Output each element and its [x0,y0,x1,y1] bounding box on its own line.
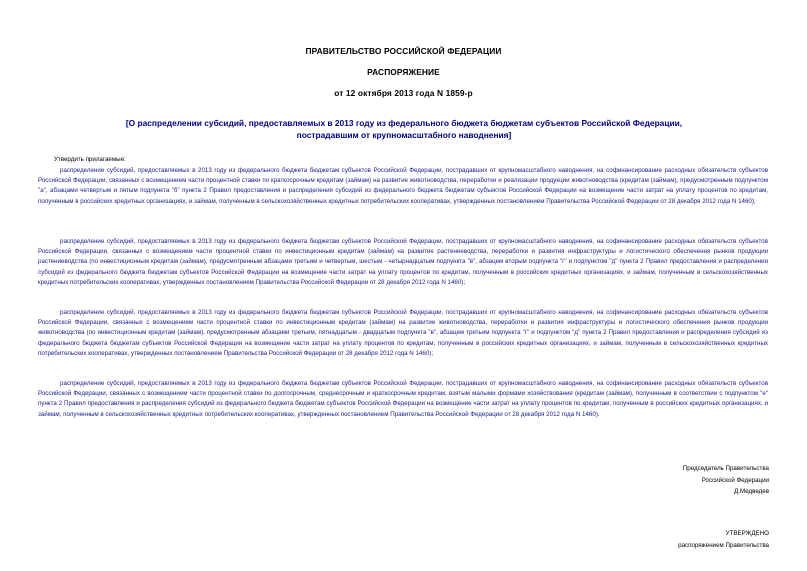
approval-block [678,528,769,551]
signature-position-line1: Председатель Правительства [682,465,769,472]
paragraph-1[interactable]: распределение субсидий, предоставляемых в 2013 году из федерального бюджета бюджетам субъектов Российской Федерации, пострадавших от крупномасштабного наводнения, на софинансирование расходных обязательств субъектов Российской Федерации, связанных с возмещением части процентной ставки по краткосрочным кредитам (займам) на развитие животноводства, переработки и реализации продукции животноводства (кредитам (займам), предусмотренным подпунктом "а", абзацами четвертым и пятым подпункта "б" пункта 2 Правил предоставления и распределения субсидий из федерального бюджета бюджетам субъектов Российской Федерации на возмещение части затрат на уплату процентов по кредитам, полученным в российских кредитных организациях, и займам, полученным в сельскохозяйственных кредитных потребительских кооперативах, утвержденных постановлением Правительства Российской Федерации от 28 декабря 2012 года N 1460); [38,167,768,205]
paragraph-3[interactable]: распределение субсидий, предоставляемых в 2013 году из федерального бюджета бюджетам субъектов Российской Федерации, пострадавших от крупномасштабного наводнения, на софинансирование расходных обязательств субъектов Российской Федерации, связанных с возмещением части процентной ставки по инвестиционным кредитам (займам) на развитие животноводства, переработки и развития инфраструктуры и логистического обеспечения рынков продукции животноводства (по инвестиционным кредитам (займам), предусмотренным абзацами третьим, пятнадцатым - двадцатым подпункта "в", абзацем третьим подпункта "г" и подпунктом "д" пункта 2 Правил предоставления и распределения субсидий из федерального бюджета бюджетам субъектов Российской Федерации на возмещение части затрат на уплату процентов по кредитам, полученным в российских кредитных организациях, и займам, полученным в сельскохозяйственных кредитных потребительских кооперативах, утвержденных постановлением Правительства Российской Федерации от 28 декабря 2012 года N 1460); [38,309,768,357]
intro-text: Утвердить прилагаемые: [54,156,126,163]
approval-line1: УТВЕРЖДЕНО [725,530,769,537]
header-doc-type: РАСПОРЯЖЕНИЕ [367,67,440,77]
paragraph-4[interactable]: распределение субсидий, предоставляемых в 2013 году из федерального бюджета бюджетам субъектов Российской Федерации, пострадавших от крупномасштабного наводнения, на софинансирование расходных обязательств субъектов Российской Федерации, связанных с возмещением части процентной ставки по долгосрочным, среднесрочным и краткосрочным кредитам, взятым малыми формами хозяйствования (кредитам (займам), полученным в соответствии с подпунктом "е" пункта 2 Правил предоставления и распределения субсидий из федерального бюджета бюджетам субъектов Российской Федерации на возмещение части затрат на уплату процентов по кредитам, полученным в российских кредитных организациях, и займам, полученным в сельскохозяйственных кредитных потребительских кооперативах, утвержденных постановлением Правительства Российской Федерации от 28 декабря 2012 года N 1460). [38,380,768,418]
header-date-number: от 12 октября 2013 года N 1859-р [334,88,473,98]
document-subject[interactable]: [О распределении субсидий, предоставляемых в 2013 году из федерального бюджета бюджетам субъектов Российской Федерации, пострадавшим от крупномасштабного наводнения] [125,118,683,140]
paragraph-2[interactable]: распределение субсидий, предоставляемых в 2013 году из федерального бюджета бюджетам субъектов Российской Федерации, пострадавших от крупномасштабного наводнения, на софинансирование расходных обязательств субъектов Российской Федерации, связанных с возмещением части процентной ставки по инвестиционным кредитам (займам) на развитие растениеводства, переработки и развития инфраструктуры и логистического обеспечения рынков продукции растениеводства (по инвестиционным кредитам (займам), предусмотренным абзацами третьим и четвертым, шестым - четырнадцатым подпункта "в", абзацем вторым подпункта "г" и подпунктом "д" пункта 2 Правил предоставления и распределения субсидий из федерального бюджета бюджетам субъектов Российской Федерации на возмещение части затрат на уплату процентов по кредитам, полученным в российских кредитных организациях, и займам, полученным в сельскохозяйственных кредитных потребительских кооперативах, утвержденных постановлением Правительства Российской Федерации от 28 декабря 2012 года N 1460); [38,238,768,286]
signature-block [683,463,769,498]
header-org: ПРАВИТЕЛЬСТВО РОССИЙСКОЙ ФЕДЕРАЦИИ [305,46,502,56]
signature-position-line2: Российской Федерации [701,476,769,484]
approval-line2: распоряжением Правительства [678,541,769,549]
signature-name: Д.Медведев [734,488,769,495]
